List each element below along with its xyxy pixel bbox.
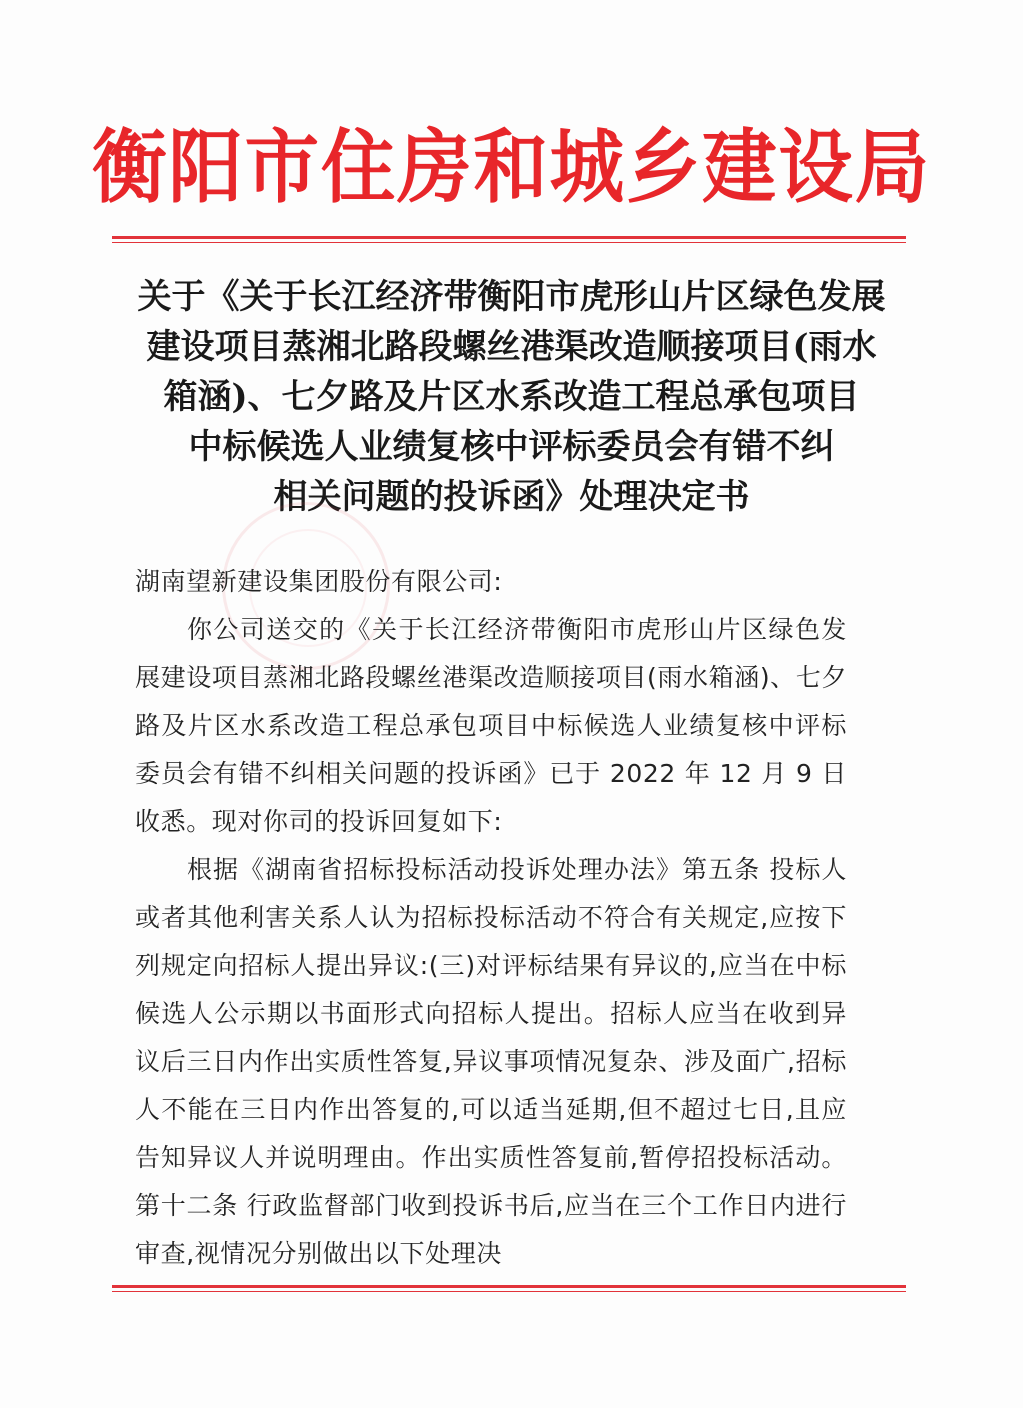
footer-red-rule-thin <box>112 1291 906 1292</box>
letterhead-title: 衡阳市住房和城乡建设局 <box>92 121 931 214</box>
document-title-line: 建设项目蒸湘北路段螺丝港渠改造顺接项目(雨水 <box>146 327 877 367</box>
document-body <box>135 558 847 1278</box>
document-title-line: 关于《关于长江经济带衡阳市虎形山片区绿色发展 <box>137 277 886 317</box>
document-title <box>120 272 903 522</box>
document-title-line: 相关问题的投诉函》处理决定书 <box>273 477 750 517</box>
footer-red-rule <box>112 1285 906 1288</box>
header-red-rule-thin <box>112 242 906 243</box>
salutation: 湖南望新建设集团股份有限公司: <box>135 567 503 596</box>
header-red-rule <box>112 236 906 239</box>
document-title-line: 箱涵)、七夕路及片区水系改造工程总承包项目 <box>163 377 860 417</box>
document-title-line: 中标候选人业绩复核中评标委员会有错不纠 <box>188 427 835 467</box>
body-paragraph: 根据《湖南省招标投标活动投诉处理办法》第五条 投标人或者其他利害关系人认为招标投标活动不符合有关规定,应按下列规定向招标人提出异议:(三)对评标结果有异议的,应当在中标候选人公示期以书面形式向招标人提出。招标人应当在收到异议后三日内作出实质性答复,异议事项情况复杂、涉及面广,招标人不能在三日内作出答复的,可以适当延期,但不超过七日,且应告知异议人并说明理由。作出实质性答复前,暂停招投标活动。第十二条 行政监督部门收到投诉书后,应当在三个工作日内进行审查,视情况分别做出以下处理决 <box>135 855 847 1268</box>
body-paragraph: 你公司送交的《关于长江经济带衡阳市虎形山片区绿色发展建设项目蒸湘北路段螺丝港渠改造顺接项目(雨水箱涵)、七夕路及片区水系改造工程总承包项目中标候选人业绩复核中评标委员会有错不纠相关问题的投诉函》已于 2022 年 12 月 9 日收悉。现对你司的投诉回复如下: <box>135 615 847 836</box>
